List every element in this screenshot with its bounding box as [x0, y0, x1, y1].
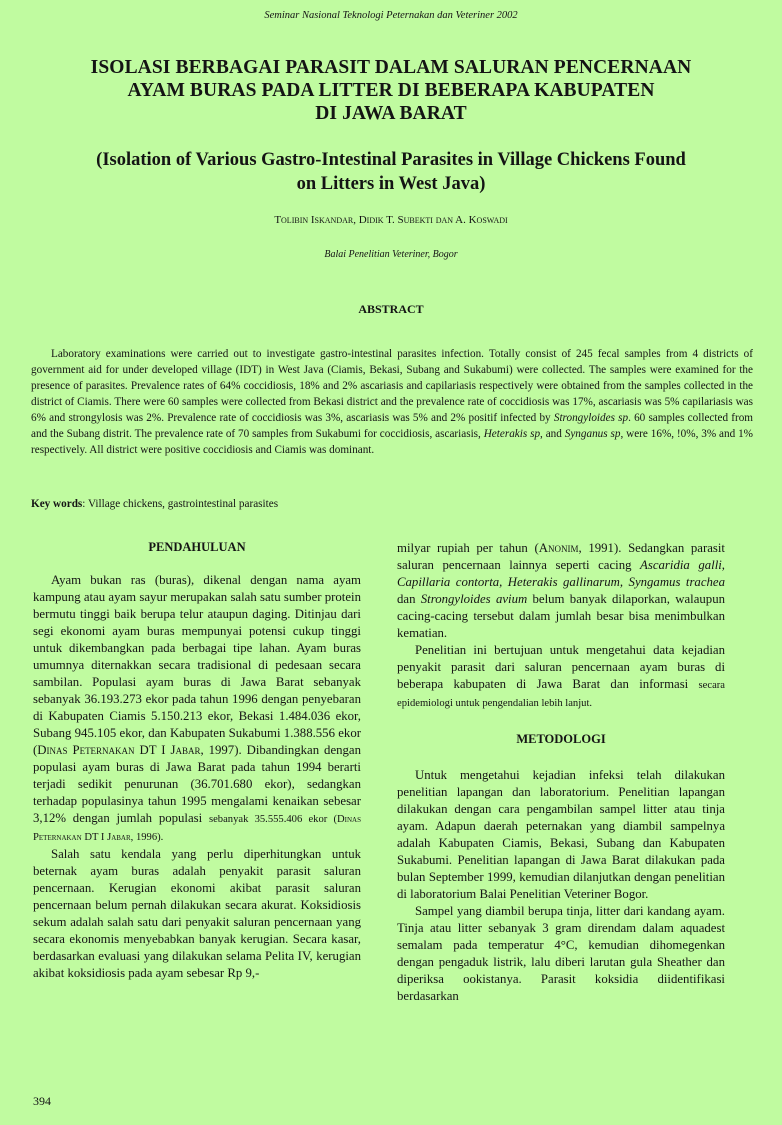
paragraph-text: Ayam bukan ras (buras), dikenal dengan nama ayam kampung atau ayam sayur merupakan salah satu sumber protein bermutu tinggi baik berupa telur ataupun daging. Ditinjau dari segi ekonomi ayam buras mempunyai potensi cukup tinggi untuk dikembangkan pada berbagai tipe lahan. Ayam buras umumnya diternakkan secara tradisional di pedesaan secara sambilan. Populasi ayam buras di Jawa Barat sebanyak sebanyak 36.193.273 ekor pada tahun 1996 dengan penyebaran di Kabupaten Ciamis 5.150.213 ekor, Bekasi 1.484.036 ekor, Subang 945.105 ekor, dan Kabupaten Sukabumi 1.388.556 ekor (: [33, 573, 361, 757]
abstract-text: , were 16%, !0%, 3% and 1% respectively. All district were positive coccidiosis and Ciamis was dominant.: [31, 428, 753, 456]
paper-title: [30, 56, 752, 125]
paragraph-text: , 1996).: [130, 832, 164, 843]
paper-subtitle: [20, 148, 762, 196]
left-column: [33, 540, 361, 982]
paragraph-text: dan: [397, 592, 421, 606]
paragraph-text: milyar rupiah per tahun (: [397, 541, 539, 555]
paragraph: Untuk mengetahui kejadian infeksi telah dilakukan penelitian lapangan dan laboratorium. Penelitian lapangan dilakukan dengan cara pengambilan sampel litter atau tinja ayam. Adapun daerah peternakan yang diambil sampelnya adalah Kabupaten Ciamis, Bekasi, Subang dan Kabupaten Sukabumi. Penelitian lapangan di Jawa Barat dilakukan pada bulan September 1999, kemudian dilanjutkan dengan penelitian di laboratorium Balai Penelitian Veteriner Bogor.: [397, 768, 725, 901]
citation: Dinas Peternakan DT I Jabar: [37, 743, 201, 757]
page-number: 394: [33, 1094, 51, 1108]
abstract-text: . 60 samples collected from and the Subang distrit. The prevalence rate of 70 samples from Sukabumi for coccidiosis, ascariasis,: [31, 412, 753, 440]
species-name: Strongyloides avium: [420, 592, 528, 606]
title-line: AYAM BURAS PADA LITTER DI BEBERAPA KABUPATEN: [127, 80, 655, 101]
paragraph-text: , 1991). Sedangkan parasit saluran pencernaan lainnya seperti cacing: [397, 541, 725, 572]
subtitle-line: (Isolation of Various Gastro-Intestinal Parasites in Village Chickens Found: [96, 150, 686, 170]
authors: Tolibin Iskandar, Didik T. Subekti dan A. Koswadi: [274, 214, 508, 226]
paragraph-text: belum banyak dilaporkan, walaupun cacing-cacing tersebut dalam jumlah besar bisa menimbulkan kematian.: [397, 592, 725, 640]
species-name: Ascaridia galli, Capillaria contorta, Heterakis gallinarum, Syngamus trachea: [397, 558, 726, 589]
paragraph: Sampel yang diambil berupa tinja, litter dari kandang ayam. Tinja atau litter sebanyak 3 gram direndam dalam aquadest semalam pada temperatur 4°C, kemudian dihomegenkan dengan pengaduk listrik, lalu diberi larutan gula Sheather dan diperiksa ookistanya. Parasit koksidia diidentifikasi berdasarkan: [397, 904, 725, 1003]
citation: Dinas Peternakan DT I Jabar: [33, 814, 362, 843]
paragraph-text: sebanyak 35.555.406 ekor (: [208, 814, 338, 825]
paragraph-text: , 1997). Dibandingkan dengan populasi ayam buras di Jawa Barat pada tahun 1994 berarti terjadi sedikit penurunan (36.701.680 ekor), sedangkan terhadap populasinya tahun 1995 mengalami kenaikan sebesar 3,12% dengan jumlah populasi: [33, 743, 361, 825]
title-line: DI JAWA BARAT: [315, 103, 467, 124]
section-heading-metodologi: METODOLOGI: [516, 732, 606, 746]
species-name: Strongyloides sp: [553, 412, 629, 424]
paragraph: [397, 642, 725, 712]
species-name: Heterakis sp: [483, 428, 541, 440]
subtitle-line: on Litters in West Java): [296, 174, 486, 194]
right-column: [397, 540, 725, 1005]
keywords: [31, 498, 753, 510]
keywords-label: Key words: [31, 498, 83, 510]
paragraph: [397, 540, 725, 642]
paragraph: [33, 572, 361, 846]
abstract-text: , and: [540, 428, 565, 440]
species-name: Synganus sp: [564, 428, 621, 440]
running-head: Seminar Nasional Teknologi Peternakan dan Veteriner 2002: [264, 10, 518, 21]
title-line: ISOLASI BERBAGAI PARASIT DALAM SALURAN PENCERNAAN: [90, 57, 692, 78]
paragraph-text: Penelitian ini bertujuan untuk mengetahui data kejadian penyakit parasit dari saluran pencernaan ayam buras di beberapa kabupaten di Jawa Barat dan informasi: [397, 643, 725, 691]
section-heading-pendahuluan: PENDAHULUAN: [148, 540, 246, 554]
keywords-value: : Village chickens, gastrointestinal parasites: [82, 498, 279, 510]
paragraph: Salah satu kendala yang perlu diperhitungkan untuk beternak ayam buras adalah penyakit parasit saluran pencernaan. Kerugian ekonomi akibat parasit saluran pencernaan belum pernah dilakukan secara akurat. Koksidiosis sekum adalah salah satu dari penyakit saluran pencernaan yang secara ekonomis menyebabkan banyak kerugian. Secara kasar, berdasarkan evaluasi yang dilakukan selama Pelita IV, kerugian akibat koksidiosis pada ayam sebesar Rp 9,-: [33, 847, 361, 980]
abstract-body: [31, 346, 753, 458]
affiliation: Balai Penelitian Veteriner, Bogor: [324, 249, 458, 260]
citation: Anonim: [538, 541, 579, 555]
paragraph-text: secara epidemiologi untuk pengendalian lebih lanjut.: [397, 680, 726, 709]
abstract-heading: ABSTRACT: [358, 302, 424, 316]
abstract-text: Laboratory examinations were carried out to investigate gastro-intestinal parasites infection. Totally consist of 245 fecal samples from 4 districts of government aid for under developed village (IDT) in West Java (Ciamis, Bekasi, Subang and Sukabumi) were collected. The samples were examined for the presence of parasites. Prevalence rates of 64% coccidiosis, 18% and 2% ascariasis and capilariasis respectively were obtained from the samples collected in the district of Ciamis. There were 60 samples were collected from Bekasi district and the prevalence rate of coccidiosis was 17%, ascariasis was 5% capilariasis was 6% and strongylosis was 2%. Prevalence rate of coccidiosis was 3%, ascariasis was 5% and 2% positif infected by: [31, 348, 753, 424]
